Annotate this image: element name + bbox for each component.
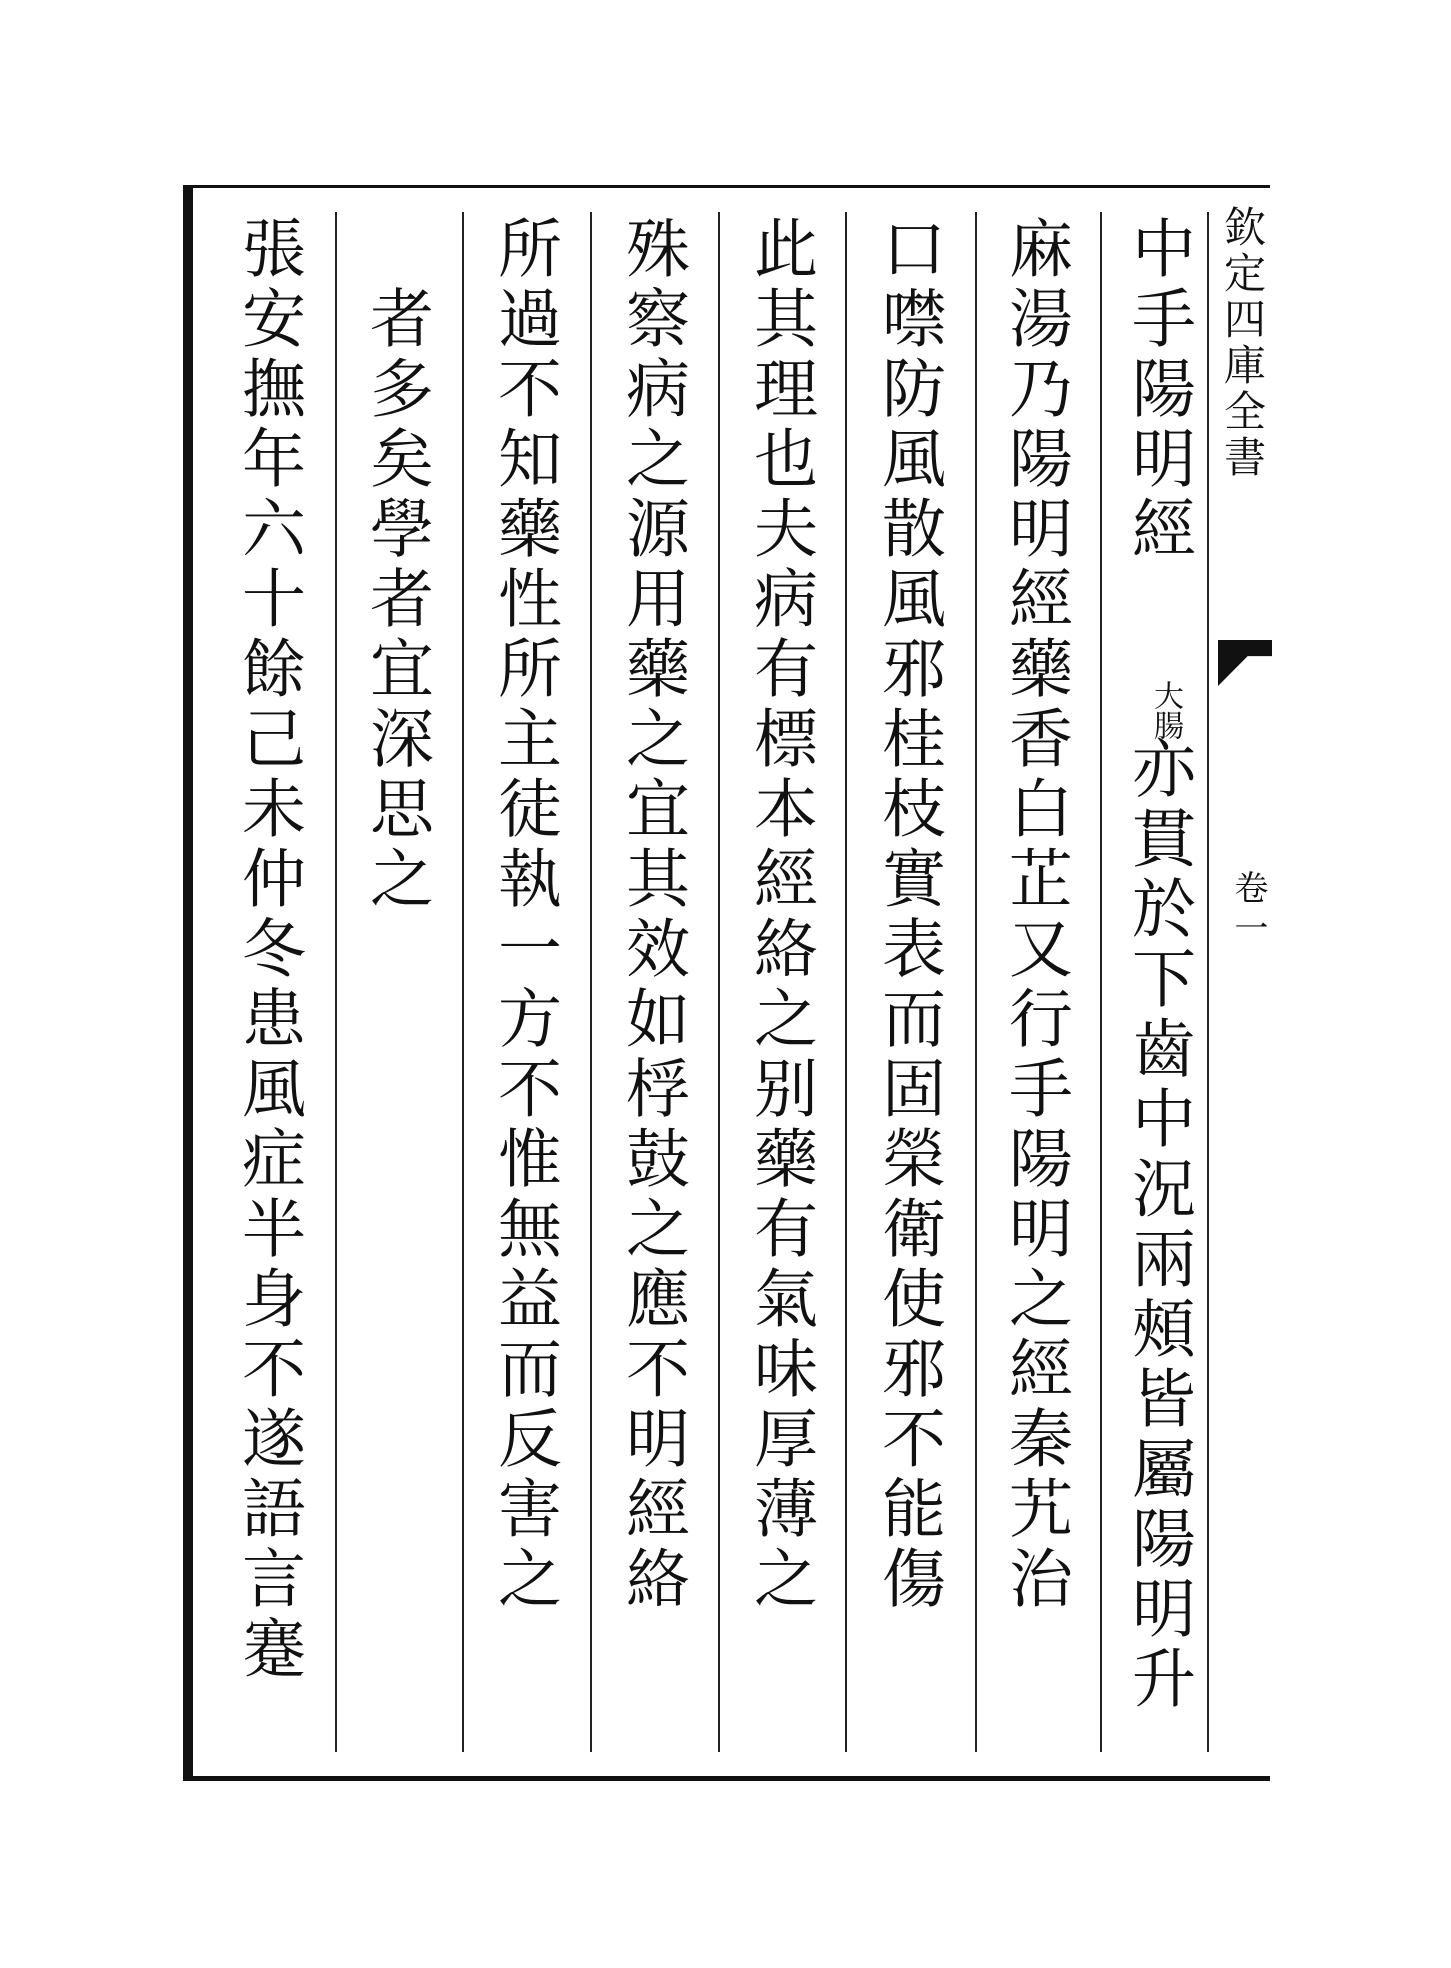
- page-border: [183, 185, 1270, 1781]
- interlinear-note: 大腸: [1148, 680, 1183, 740]
- column-divider: [845, 212, 847, 1752]
- column-divider: [975, 212, 977, 1752]
- page-border-left: [183, 185, 193, 1778]
- column-divider: [590, 212, 592, 1752]
- text-column-3: 口噤防風散風邪桂枝實表而固榮衛使邪不能傷: [871, 215, 945, 1615]
- text-column-4: 此其理也夫病有標本經絡之别藥有氣味厚薄之: [743, 215, 817, 1615]
- text-column-1-part-2: 亦貫於下齒中況兩頰皆屬陽明升: [1121, 735, 1195, 1715]
- column-divider: [1100, 212, 1102, 1752]
- column-divider: [1207, 212, 1209, 1752]
- column-divider: [462, 212, 464, 1752]
- text-column-6: 所過不知藥性所主徒執一方不惟無益而反害之: [487, 215, 561, 1615]
- text-column-8: 張安撫年六十餘己未仲冬患風症半身不遂語言蹇: [231, 215, 305, 1685]
- juan-label: 卷一: [1228, 870, 1268, 950]
- text-column-1-part-1: 中手陽明經: [1121, 215, 1195, 565]
- text-column-7: 者多矣學者宜深思之: [359, 285, 433, 915]
- running-head: 欽定四庫全書: [1218, 205, 1267, 481]
- column-divider: [718, 212, 720, 1752]
- text-column-2: 麻湯乃陽明經藥香白芷又行手陽明之經秦艽治: [998, 215, 1072, 1615]
- column-divider: [335, 212, 337, 1752]
- text-column-5: 殊察病之源用藥之宜其效如桴鼓之應不明經絡: [615, 215, 689, 1615]
